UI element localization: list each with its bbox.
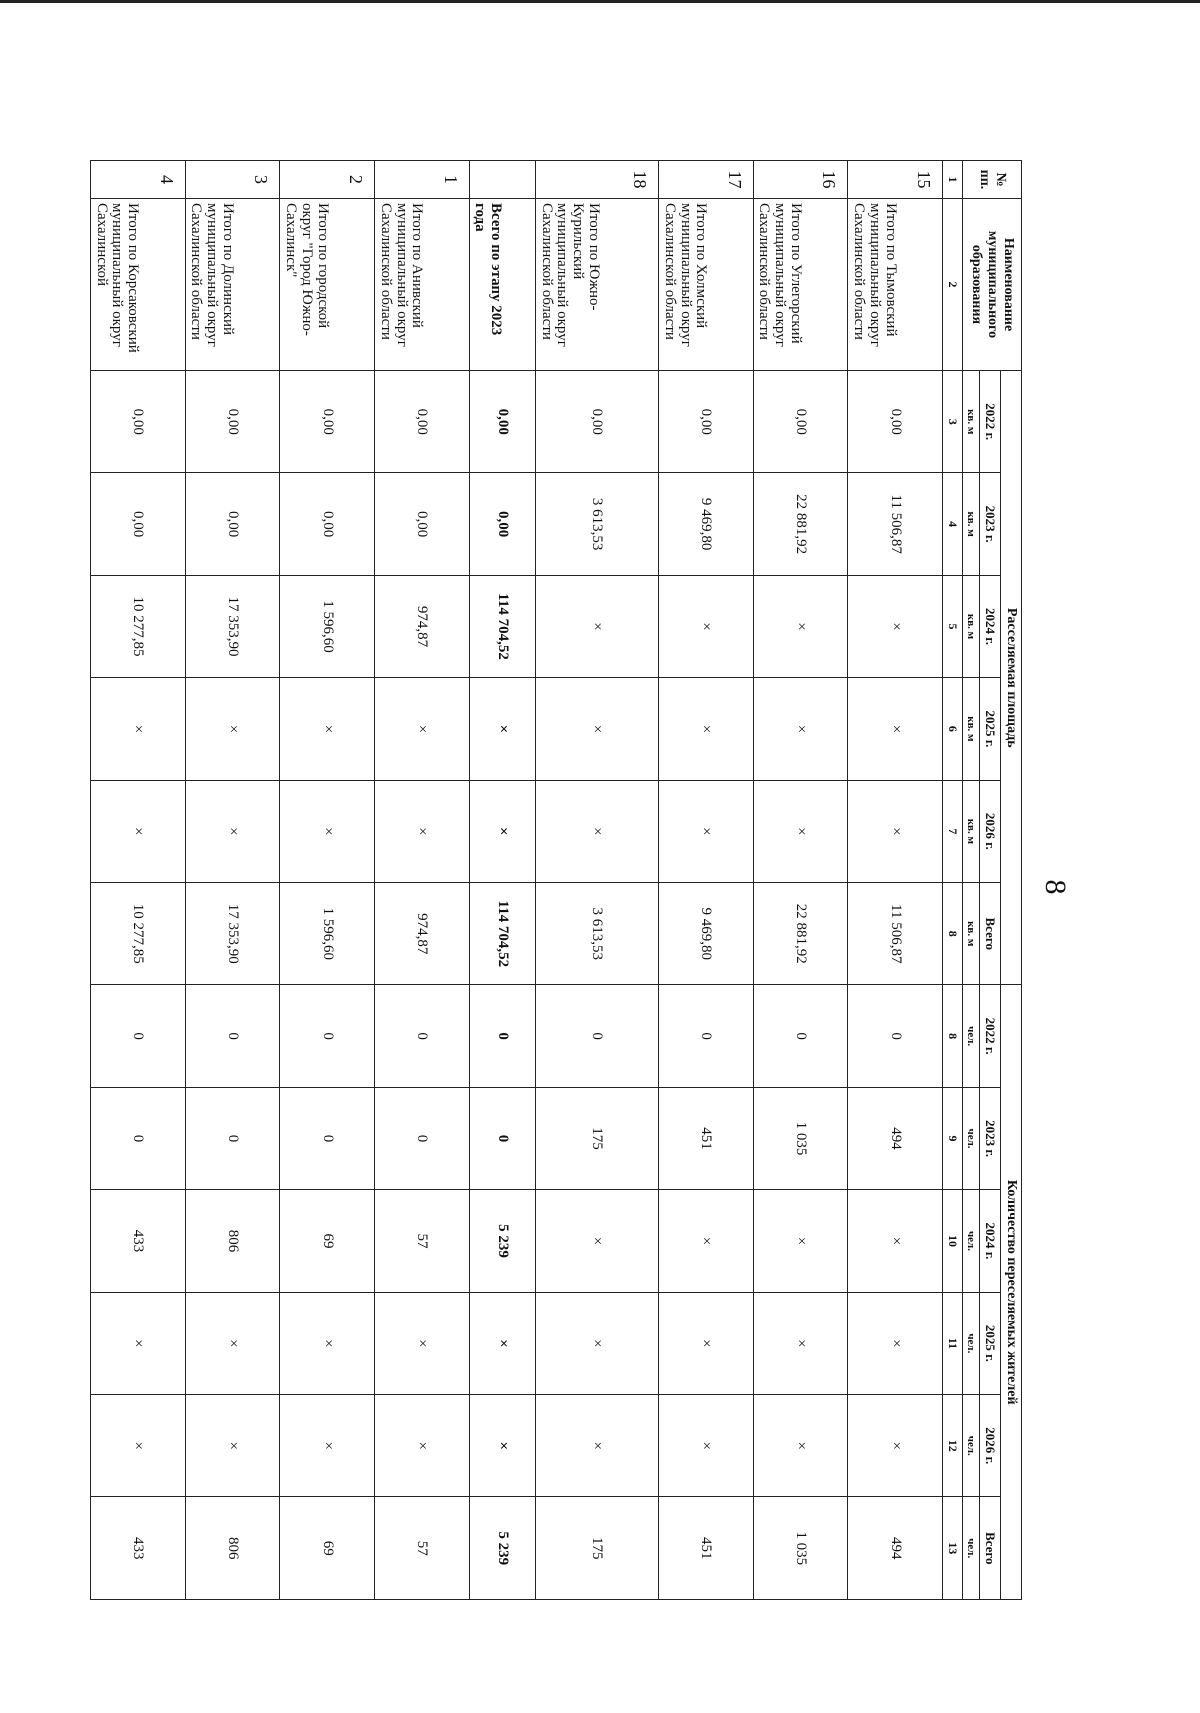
cell-a2025: × xyxy=(469,678,535,780)
cell-p2022: 0 xyxy=(469,985,535,1087)
cell-p2023: 0 xyxy=(91,1087,186,1189)
cell-a2025: × xyxy=(848,678,943,780)
cell-ptotal: 57 xyxy=(375,1497,470,1600)
column-index-row xyxy=(943,161,963,1600)
group-header-area: Расселяемая площадь xyxy=(1001,371,1022,985)
cell-p2023: 1 035 xyxy=(753,1087,848,1189)
cell-p2023: 0 xyxy=(280,1087,375,1189)
cell-p2026: × xyxy=(848,1395,943,1497)
year-header: 2024 г. xyxy=(980,1190,1001,1292)
table-row xyxy=(535,161,658,1600)
cell-a2026: × xyxy=(375,780,470,882)
table-row xyxy=(848,161,943,1600)
cell-a2026: × xyxy=(185,780,280,882)
col-index: 7 xyxy=(943,780,963,882)
col-header-name: Наименование муниципального образования xyxy=(963,199,1022,371)
cell-p2025: × xyxy=(469,1292,535,1394)
cell-p2026: × xyxy=(185,1395,280,1497)
cell-a2025: × xyxy=(659,678,754,780)
cell-ptotal: 451 xyxy=(659,1497,754,1600)
cell-p2024: 5 239 xyxy=(469,1190,535,1292)
year-header: 2026 г. xyxy=(980,780,1001,882)
cell-ptotal: 433 xyxy=(91,1497,186,1600)
resettlement-table xyxy=(90,160,1022,1600)
year-header: 2022 г. xyxy=(980,985,1001,1087)
cell-a2022: 0,00 xyxy=(185,371,280,473)
cell-atotal: 22 881,92 xyxy=(753,883,848,985)
table-row xyxy=(659,161,754,1600)
cell-atotal: 11 506,87 xyxy=(848,883,943,985)
cell-p2022: 0 xyxy=(753,985,848,1087)
municipality-name: Итого по Углегорский муниципальный округ Сахалинской области xyxy=(753,199,848,371)
col-index: 8 xyxy=(943,883,963,985)
cell-p2022: 0 xyxy=(91,985,186,1087)
row-number: 4 xyxy=(91,161,186,199)
year-header: 2023 г. xyxy=(980,1087,1001,1189)
cell-ptotal: 1 035 xyxy=(753,1497,848,1600)
municipality-name: Итого по Холмский муниципальный округ Сахалинской области xyxy=(659,199,754,371)
cell-a2022: 0,00 xyxy=(535,371,658,473)
cell-a2026: × xyxy=(535,780,658,882)
col-index: 11 xyxy=(943,1292,963,1394)
cell-atotal: 1 596,60 xyxy=(280,883,375,985)
cell-a2026: × xyxy=(91,780,186,882)
table-row xyxy=(185,161,280,1600)
unit-header: чел. xyxy=(963,1190,980,1292)
cell-a2025: × xyxy=(280,678,375,780)
col-index: 6 xyxy=(943,678,963,780)
cell-a2025: × xyxy=(753,678,848,780)
col-index: 8 xyxy=(943,985,963,1087)
cell-a2026: × xyxy=(469,780,535,882)
unit-header: кв. м xyxy=(963,780,980,882)
table-row xyxy=(91,161,186,1600)
cell-p2025: × xyxy=(848,1292,943,1394)
col-index: 2 xyxy=(943,199,963,371)
cell-p2022: 0 xyxy=(375,985,470,1087)
unit-header: кв. м xyxy=(963,883,980,985)
rotated-table-container xyxy=(90,160,1022,1600)
cell-p2024: × xyxy=(753,1190,848,1292)
unit-header: кв. м xyxy=(963,371,980,473)
year-header: 2024 г. xyxy=(980,575,1001,677)
cell-p2022: 0 xyxy=(280,985,375,1087)
municipality-name: Всего по этапу 2023 года xyxy=(469,199,535,371)
year-header: 2025 г. xyxy=(980,1292,1001,1394)
unit-header: чел. xyxy=(963,1087,980,1189)
municipality-name: Итого по Тымовский муниципальный округ Сахалинской области xyxy=(848,199,943,371)
year-header: 2023 г. xyxy=(980,473,1001,575)
table-row xyxy=(753,161,848,1600)
cell-a2023: 0,00 xyxy=(280,473,375,575)
cell-p2025: × xyxy=(91,1292,186,1394)
cell-p2024: × xyxy=(535,1190,658,1292)
municipality-name: Итого по Анивский муниципальный округ Сахалинской области xyxy=(375,199,470,371)
unit-header: чел. xyxy=(963,985,980,1087)
cell-p2025: × xyxy=(753,1292,848,1394)
group-header-people: Количество переселяемых жителей xyxy=(1001,985,1022,1600)
municipality-name: Итого по Корсаковский муниципальный округ Сахалинской xyxy=(91,199,186,371)
cell-a2022: 0,00 xyxy=(848,371,943,473)
cell-p2025: × xyxy=(185,1292,280,1394)
cell-a2024: 974,87 xyxy=(375,575,470,677)
cell-a2022: 0,00 xyxy=(375,371,470,473)
cell-a2024: 1 596,60 xyxy=(280,575,375,677)
cell-atotal: 9 469,80 xyxy=(659,883,754,985)
cell-p2022: 0 xyxy=(535,985,658,1087)
cell-p2026: × xyxy=(535,1395,658,1497)
col-index: 4 xyxy=(943,473,963,575)
cell-ptotal: 69 xyxy=(280,1497,375,1600)
cell-p2026: × xyxy=(375,1395,470,1497)
cell-a2026: × xyxy=(753,780,848,882)
col-index: 12 xyxy=(943,1395,963,1497)
cell-p2025: × xyxy=(375,1292,470,1394)
cell-p2022: 0 xyxy=(848,985,943,1087)
cell-atotal: 17 353,90 xyxy=(185,883,280,985)
row-number: 18 xyxy=(535,161,658,199)
cell-a2025: × xyxy=(185,678,280,780)
cell-a2023: 9 469,80 xyxy=(659,473,754,575)
cell-a2025: × xyxy=(535,678,658,780)
cell-atotal: 10 277,85 xyxy=(91,883,186,985)
cell-ptotal: 5 239 xyxy=(469,1497,535,1600)
unit-header: кв. м xyxy=(963,473,980,575)
cell-p2024: 69 xyxy=(280,1190,375,1292)
cell-a2026: × xyxy=(659,780,754,882)
unit-header: чел. xyxy=(963,1395,980,1497)
scan-border xyxy=(0,0,1200,3)
page-number: 8 xyxy=(1039,879,1072,895)
cell-p2026: × xyxy=(280,1395,375,1497)
year-header: 2025 г. xyxy=(980,678,1001,780)
cell-atotal: 974,87 xyxy=(375,883,470,985)
cell-a2023: 0,00 xyxy=(91,473,186,575)
cell-a2026: × xyxy=(848,780,943,882)
cell-ptotal: 806 xyxy=(185,1497,280,1600)
unit-header: чел. xyxy=(963,1292,980,1394)
cell-p2023: 494 xyxy=(848,1087,943,1189)
cell-p2023: 175 xyxy=(535,1087,658,1189)
unit-header: чел. xyxy=(963,1497,980,1600)
cell-p2024: 433 xyxy=(91,1190,186,1292)
cell-a2024: × xyxy=(848,575,943,677)
col-index: 10 xyxy=(943,1190,963,1292)
cell-p2022: 0 xyxy=(185,985,280,1087)
col-header-no: № пп. xyxy=(963,161,1022,199)
cell-p2025: × xyxy=(280,1292,375,1394)
cell-atotal: 3 613,53 xyxy=(535,883,658,985)
cell-p2022: 0 xyxy=(659,985,754,1087)
table-row xyxy=(375,161,470,1600)
row-number: 3 xyxy=(185,161,280,199)
cell-p2024: × xyxy=(848,1190,943,1292)
cell-p2026: × xyxy=(91,1395,186,1497)
cell-p2023: 451 xyxy=(659,1087,754,1189)
table-row xyxy=(280,161,375,1600)
cell-a2024: × xyxy=(535,575,658,677)
cell-a2025: × xyxy=(375,678,470,780)
cell-a2024: 17 353,90 xyxy=(185,575,280,677)
cell-a2023: 22 881,92 xyxy=(753,473,848,575)
cell-p2023: 0 xyxy=(469,1087,535,1189)
cell-a2024: × xyxy=(753,575,848,677)
cell-a2026: × xyxy=(280,780,375,882)
cell-a2024: 114 704,52 xyxy=(469,575,535,677)
cell-a2023: 0,00 xyxy=(185,473,280,575)
row-number: 17 xyxy=(659,161,754,199)
cell-p2025: × xyxy=(535,1292,658,1394)
col-index: 9 xyxy=(943,1087,963,1189)
unit-header: кв. м xyxy=(963,678,980,780)
cell-p2024: 57 xyxy=(375,1190,470,1292)
municipality-name: Итого по Долинский муниципальный округ Сахалинской области xyxy=(185,199,280,371)
cell-p2024: × xyxy=(659,1190,754,1292)
municipality-name: Итого по городской округ "Город Южно-Сахалинск" xyxy=(280,199,375,371)
cell-p2024: 806 xyxy=(185,1190,280,1292)
unit-header: кв. м xyxy=(963,575,980,677)
year-header: 2022 г. xyxy=(980,371,1001,473)
cell-p2026: × xyxy=(753,1395,848,1497)
col-index: 5 xyxy=(943,575,963,677)
cell-p2023: 0 xyxy=(375,1087,470,1189)
municipality-name: Итого по Южно-Курильский муниципальный округ Сахалинской области xyxy=(535,199,658,371)
cell-a2022: 0,00 xyxy=(280,371,375,473)
row-number: 16 xyxy=(753,161,848,199)
cell-a2023: 0,00 xyxy=(469,473,535,575)
year-header: Всего xyxy=(980,883,1001,985)
cell-a2025: × xyxy=(91,678,186,780)
cell-a2024: 10 277,85 xyxy=(91,575,186,677)
col-index: 3 xyxy=(943,371,963,473)
year-header: Всего xyxy=(980,1497,1001,1600)
year-header: 2026 г. xyxy=(980,1395,1001,1497)
row-number: 2 xyxy=(280,161,375,199)
cell-atotal: 114 704,52 xyxy=(469,883,535,985)
cell-p2026: × xyxy=(659,1395,754,1497)
cell-p2023: 0 xyxy=(185,1087,280,1189)
cell-ptotal: 494 xyxy=(848,1497,943,1600)
cell-p2025: × xyxy=(659,1292,754,1394)
cell-ptotal: 175 xyxy=(535,1497,658,1600)
row-number: 15 xyxy=(848,161,943,199)
cell-a2024: × xyxy=(659,575,754,677)
cell-a2023: 11 506,87 xyxy=(848,473,943,575)
cell-a2022: 0,00 xyxy=(753,371,848,473)
table-row xyxy=(469,161,535,1600)
cell-a2023: 0,00 xyxy=(375,473,470,575)
cell-a2022: 0,00 xyxy=(91,371,186,473)
col-index: 1 xyxy=(943,161,963,199)
col-index: 13 xyxy=(943,1497,963,1600)
row-number: 1 xyxy=(375,161,470,199)
cell-a2023: 3 613,53 xyxy=(535,473,658,575)
row-number xyxy=(469,161,535,199)
cell-a2022: 0,00 xyxy=(469,371,535,473)
cell-p2026: × xyxy=(469,1395,535,1497)
cell-a2022: 0,00 xyxy=(659,371,754,473)
